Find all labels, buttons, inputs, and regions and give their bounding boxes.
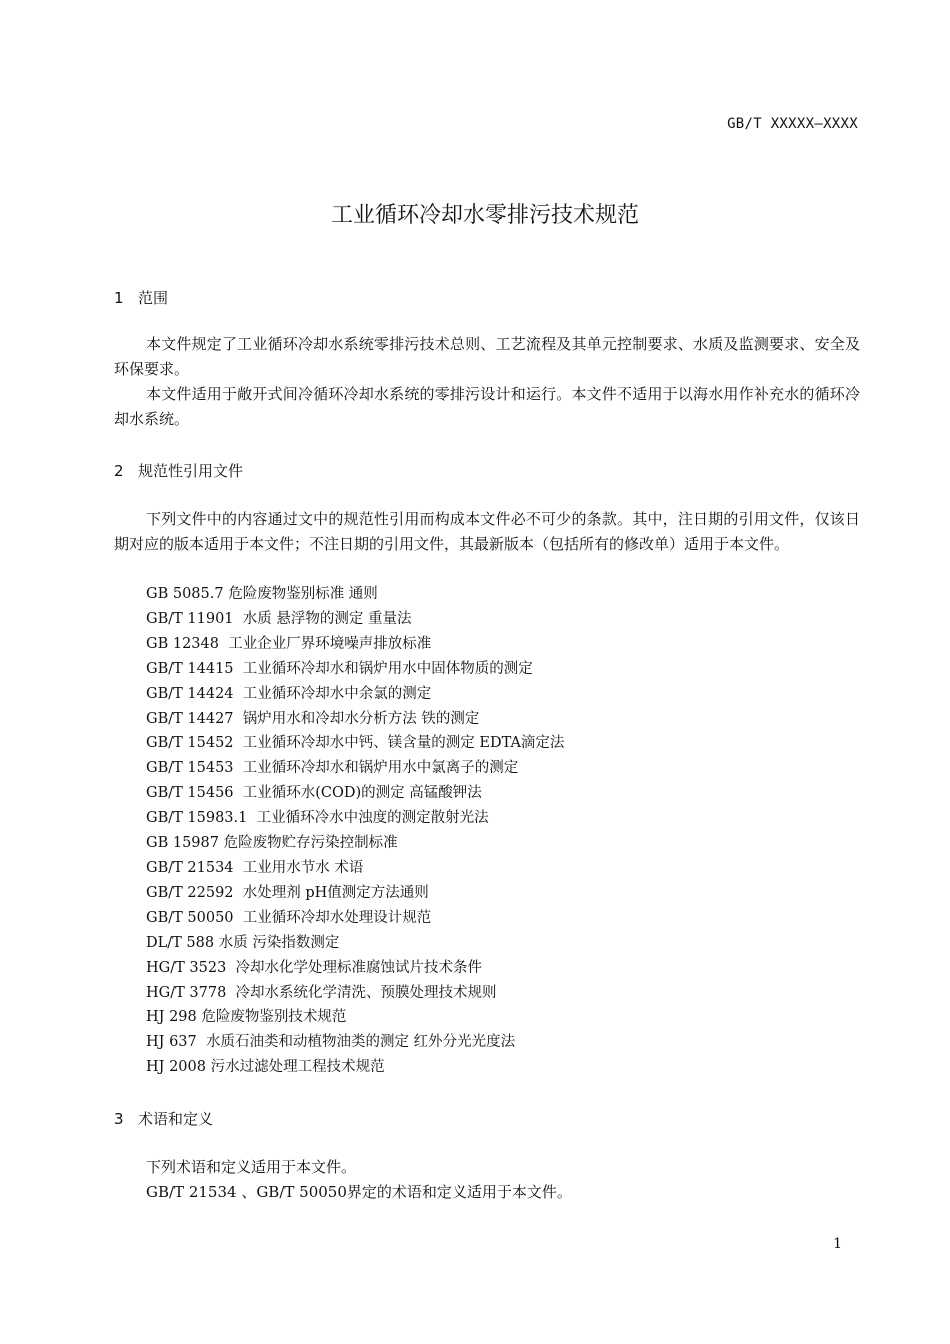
reference-item: HJ 2008 污水过滤处理工程技术规范 (146, 1059, 385, 1076)
reference-item: GB 15987 危险废物贮存污染控制标准 (146, 835, 398, 852)
section-number: 2 (114, 462, 124, 480)
reference-item: GB/T 15983.1 工业循环冷水中浊度的测定散射光法 (146, 810, 489, 827)
reference-item: GB/T 22592 水处理剂 pH值测定方法通则 (146, 884, 429, 901)
reference-item: GB/T 14415 工业循环冷却水和锅炉用水中固体物质的测定 (146, 660, 533, 677)
reference-item: GB/T 15456 工业循环水(COD)的测定 高锰酸钾法 (146, 785, 482, 802)
section-title: 术语和定义 (138, 1110, 214, 1128)
section-heading-normative-references (114, 460, 243, 481)
reference-list (146, 582, 564, 1080)
reference-item: GB/T 15453 工业循环冷却水和锅炉用水中氯离子的测定 (146, 760, 519, 777)
terms-line-2: GB/T 21534 、GB/T 50050界定的术语和定义适用于本文件。 (146, 1183, 572, 1201)
reference-item: GB 12348 工业企业厂界环境噪声排放标准 (146, 635, 432, 652)
reference-item: HJ 298 危险废物鉴别技术规范 (146, 1009, 347, 1026)
section-number: 3 (114, 1110, 124, 1128)
terms-line-1: 下列术语和定义适用于本文件。 (146, 1158, 357, 1176)
section-number: 1 (114, 289, 124, 307)
document-title: 工业循环冷却水零排污技术规范 (330, 203, 639, 228)
section-heading-terms-definitions (114, 1108, 213, 1129)
scope-paragraph-2: 本文件适用于敞开式间冷循环冷却水系统的零排污设计和运行。本文件不适用于以海水用作补充水的循环冷却水系统。 (114, 385, 860, 428)
reference-item: HG/T 3523 冷却水化学处理标准腐蚀试片技术条件 (146, 959, 483, 976)
reference-item: GB/T 15452 工业循环冷却水中钙、镁含量的测定 EDTA滴定法 (146, 735, 565, 752)
reference-item: GB/T 11901 水质 悬浮物的测定 重量法 (146, 610, 412, 627)
reference-item: GB/T 21534 工业用水节水 术语 (146, 859, 364, 876)
reference-item: HJ 637 水质石油类和动植物油类的测定 红外分光光度法 (146, 1034, 516, 1051)
standard-code: GB/T XXXXX—XXXX (727, 116, 858, 132)
reference-item: HG/T 3778 冷却水系统化学清洗、预膜处理技术规则 (146, 984, 497, 1001)
reference-item: GB/T 50050 工业循环冷却水处理设计规范 (146, 909, 432, 926)
page-number: 1 (833, 1236, 842, 1252)
reference-item: DL/T 588 水质 污染指数测定 (146, 934, 340, 951)
references-intro-paragraph: 下列文件中的内容通过文中的规范性引用而构成本文件必不可少的条款。其中，注日期的引用文件，仅该日期对应的版本适用于本文件；不注日期的引用文件，其最新版本（包括所有的修改单）适用于本文件。 (114, 510, 860, 553)
section-title: 规范性引用文件 (138, 462, 244, 480)
reference-item: GB/T 14427 锅炉用水和冷却水分析方法 铁的测定 (146, 710, 480, 727)
reference-item: GB 5085.7 危险废物鉴别标准 通则 (146, 586, 378, 602)
section-title: 范围 (138, 289, 169, 307)
section-heading-scope (114, 287, 168, 308)
reference-item: GB/T 14424 工业循环冷却水中余氯的测定 (146, 685, 432, 702)
scope-paragraph-1: 本文件规定了工业循环冷却水系统零排污技术总则、工艺流程及其单元控制要求、水质及监测要求、安全及环保要求。 (114, 335, 860, 378)
